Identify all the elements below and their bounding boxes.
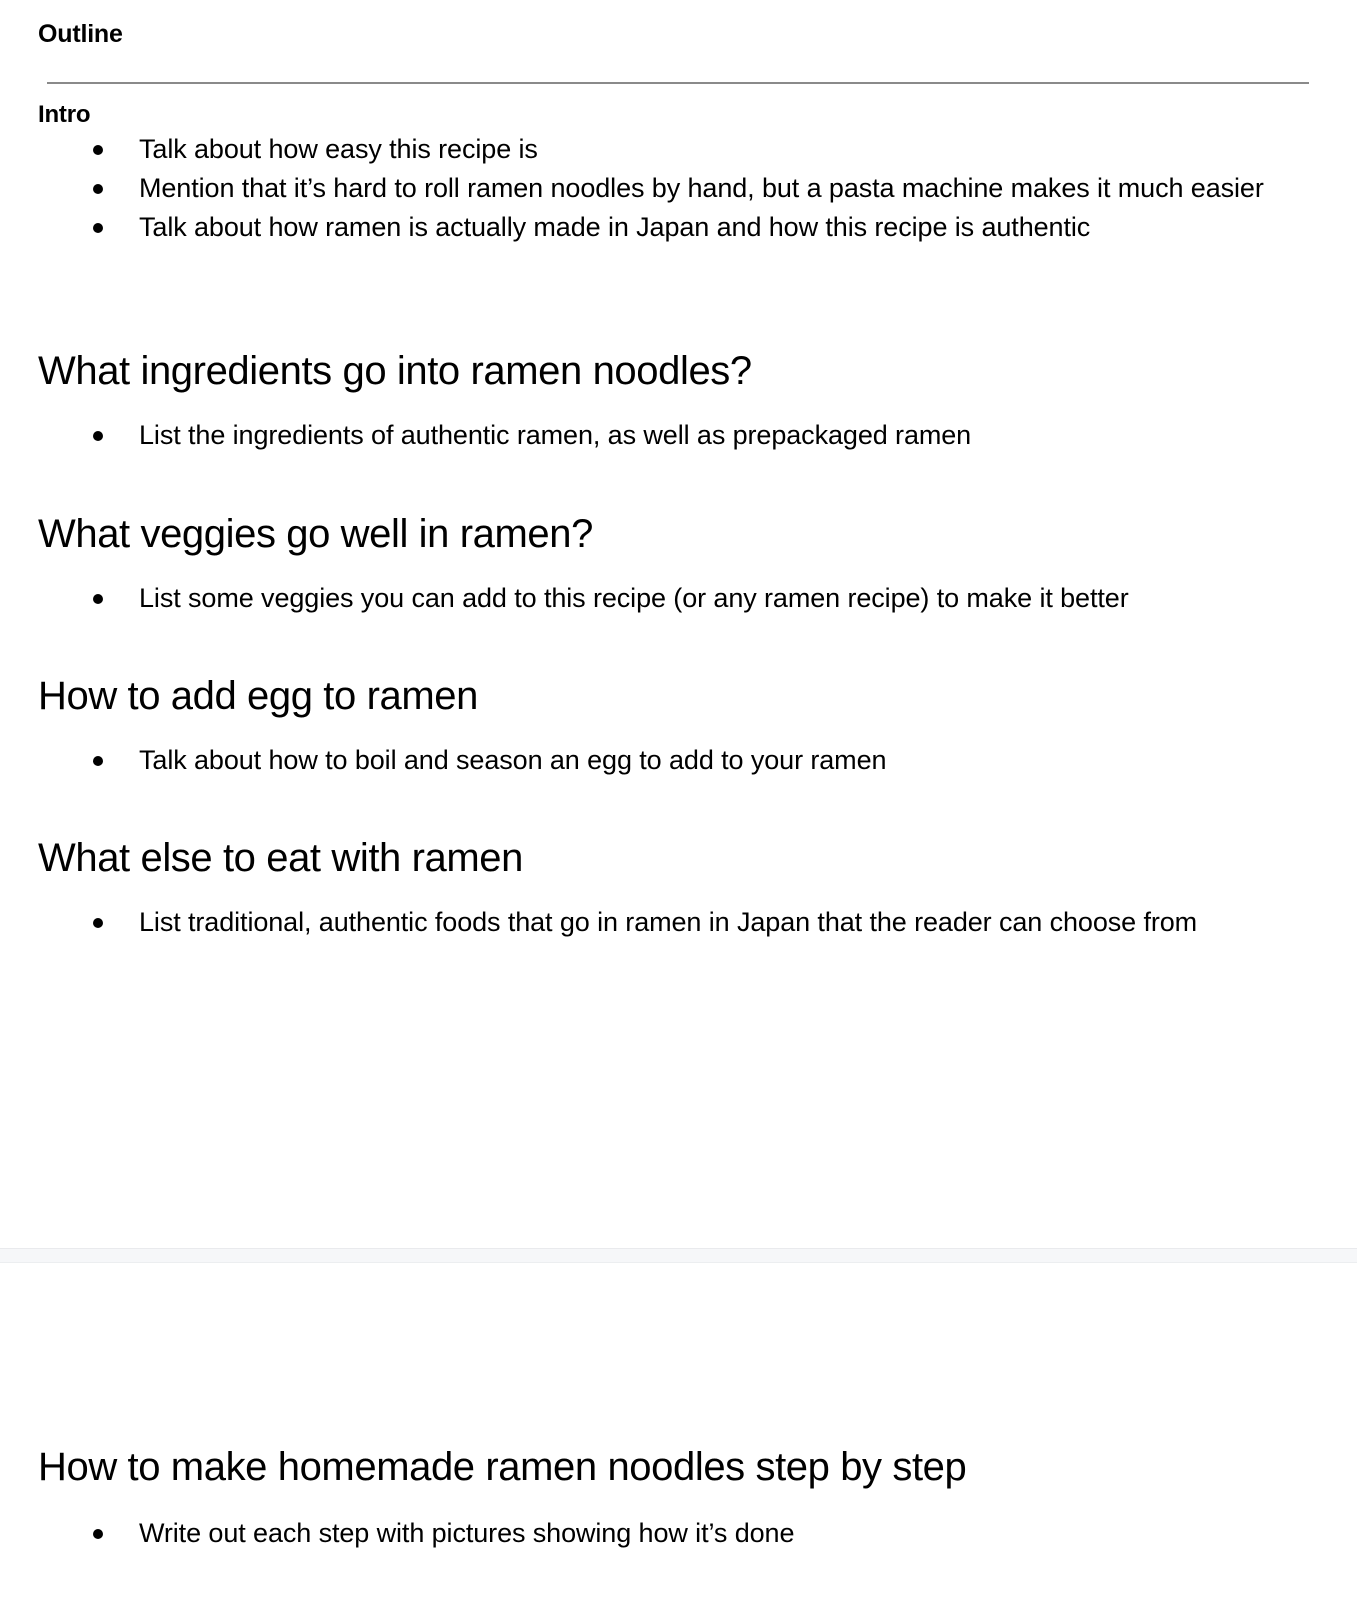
- section-heading: How to add egg to ramen: [38, 674, 478, 718]
- list-item-text: Mention that it’s hard to roll ramen noodles by hand, but a pasta machine makes it much easier: [139, 173, 1264, 203]
- section-heading: What else to eat with ramen: [38, 836, 523, 880]
- list-item-text: List the ingredients of authentic ramen, as well as prepackaged ramen: [139, 420, 972, 450]
- bullet-list: [0, 579, 1357, 618]
- page-title: Outline: [38, 20, 123, 48]
- section-heading: How to make homemade ramen noodles step by step: [38, 1445, 967, 1489]
- bullet-dot-icon: [93, 756, 103, 766]
- list-item: [0, 741, 1357, 780]
- bullet-list: [0, 903, 1357, 942]
- list-item-text: List some veggies you can add to this recipe (or any ramen recipe) to make it better: [139, 583, 1129, 613]
- list-item-text: Write out each step with pictures showing how it’s done: [139, 1518, 795, 1548]
- outline-section-veggies: [0, 510, 1357, 618]
- page-break-separator: [0, 1248, 1357, 1263]
- list-item-text: Talk about how ramen is actually made in Japan and how this recipe is authentic: [139, 212, 1091, 242]
- list-item: [0, 1514, 1357, 1553]
- bullet-dot-icon: [93, 1529, 103, 1539]
- bullet-list: [0, 130, 1357, 247]
- bullet-list: [0, 1514, 1357, 1553]
- bullet-list: [0, 741, 1357, 780]
- outline-section-ingredients: [0, 347, 1357, 455]
- list-item: [0, 130, 1357, 169]
- outline-section-egg: [0, 672, 1357, 780]
- section-heading: What veggies go well in ramen?: [38, 512, 593, 556]
- bullet-dot-icon: [93, 431, 103, 441]
- bullet-list: [0, 416, 1357, 455]
- list-item-text: List traditional, authentic foods that go in ramen in Japan that the reader can choose from: [139, 907, 1198, 937]
- bullet-dot-icon: [93, 918, 103, 928]
- section-heading: Intro: [38, 101, 91, 128]
- list-item: [0, 208, 1357, 247]
- title-divider: [47, 82, 1309, 84]
- bullet-dot-icon: [93, 223, 103, 233]
- list-item: [0, 579, 1357, 618]
- bullet-dot-icon: [93, 184, 103, 194]
- outline-section-what-else: [0, 834, 1357, 942]
- list-item-text: Talk about how easy this recipe is: [139, 134, 538, 164]
- bullet-dot-icon: [93, 145, 103, 155]
- list-item-text: Talk about how to boil and season an egg to add to your ramen: [139, 745, 887, 775]
- outline-section-intro: [0, 100, 1357, 247]
- section-heading: What ingredients go into ramen noodles?: [38, 349, 752, 393]
- document-page-2: [0, 1263, 1357, 1600]
- list-item: [0, 416, 1357, 455]
- list-item: [0, 169, 1357, 208]
- list-item: [0, 903, 1357, 942]
- bullet-dot-icon: [93, 594, 103, 604]
